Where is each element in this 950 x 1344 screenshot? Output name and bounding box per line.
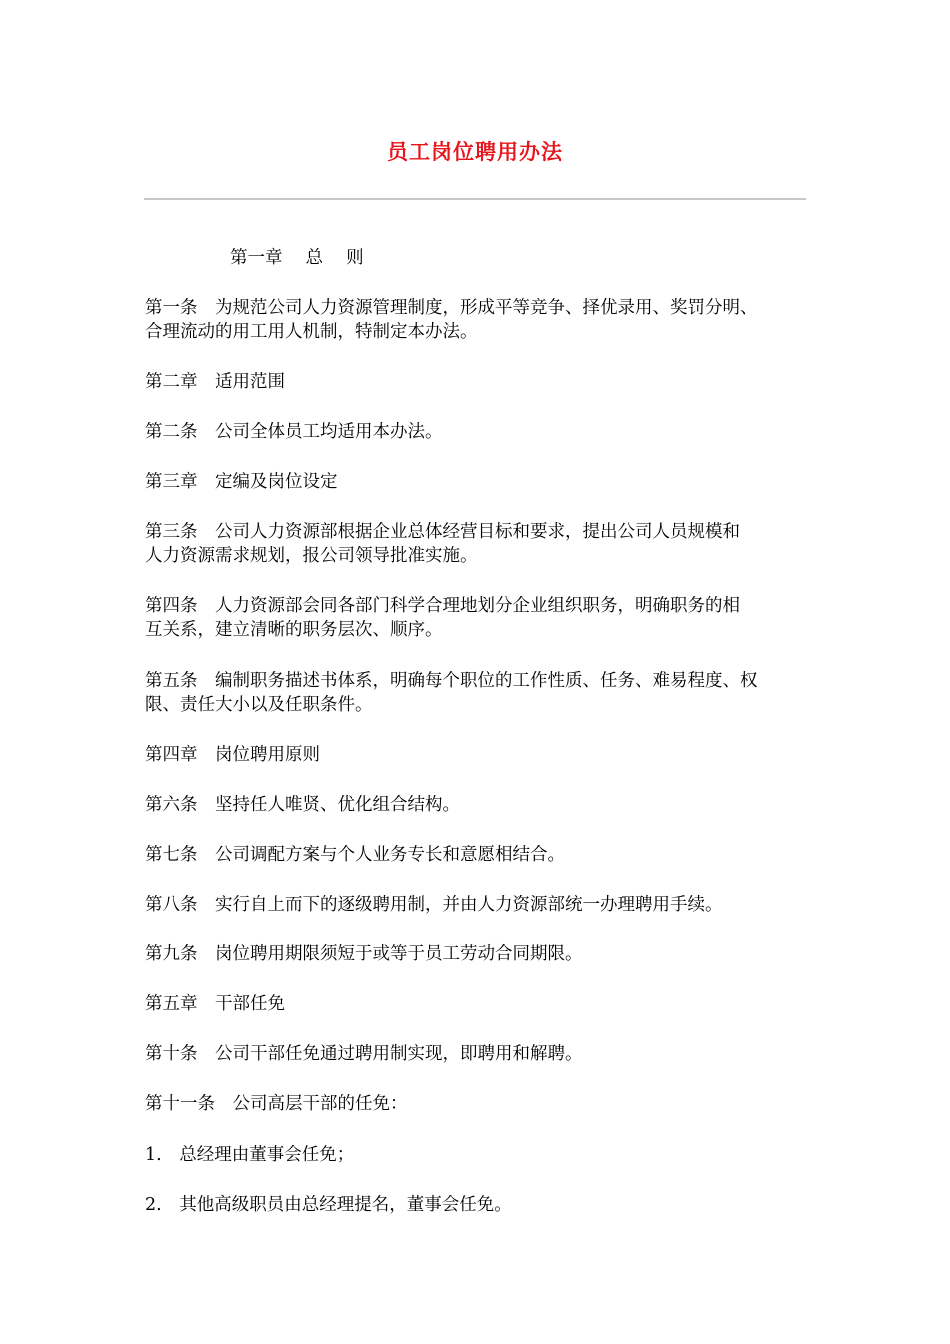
article-6: 第六条 坚持任人唯贤、优化组合结构。 bbox=[145, 795, 460, 815]
chapter-3-heading: 第三章 定编及岗位设定 bbox=[145, 472, 338, 492]
article-4-line-2: 互关系，建立清晰的职务层次、顺序。 bbox=[145, 620, 443, 640]
document-title: 员工岗位聘用办法 bbox=[387, 140, 563, 164]
article-3-line-2: 人力资源需求规划，报公司领导批准实施。 bbox=[145, 546, 478, 566]
article-5-line-2: 限、责任大小以及任职条件。 bbox=[145, 695, 373, 715]
article-1-line-1: 第一条 为规范公司人力资源管理制度，形成平等竞争、择优录用、奖罚分明、 bbox=[145, 298, 758, 318]
chapter-4-heading: 第四章 岗位聘用原则 bbox=[145, 745, 320, 765]
article-3-line-1: 第三条 公司人力资源部根据企业总体经营目标和要求，提出公司人员规模和 bbox=[145, 522, 740, 542]
article-2: 第二条 公司全体员工均适用本办法。 bbox=[145, 422, 443, 442]
article-7: 第七条 公司调配方案与个人业务专长和意愿相结合。 bbox=[145, 845, 565, 865]
list-item-1: 1. 总经理由董事会任免； bbox=[145, 1145, 355, 1165]
article-4-line-1: 第四条 人力资源部会同各部门科学合理地划分企业组织职务，明确职务的相 bbox=[145, 596, 740, 616]
article-1-line-2: 合理流动的用工用人机制，特制定本办法。 bbox=[145, 322, 478, 342]
article-11: 第十一条 公司高层干部的任免： bbox=[145, 1094, 408, 1114]
title-divider bbox=[144, 198, 806, 200]
article-5-line-1: 第五条 编制职务描述书体系，明确每个职位的工作性质、任务、难易程度、权 bbox=[145, 671, 758, 691]
article-10: 第十条 公司干部任免通过聘用制实现，即聘用和解聘。 bbox=[145, 1044, 583, 1064]
chapter-5-heading: 第五章 干部任免 bbox=[145, 994, 285, 1014]
chapter-2-heading: 第二章 适用范围 bbox=[145, 372, 285, 392]
list-item-2: 2. 其他高级职员由总经理提名，董事会任免。 bbox=[145, 1195, 512, 1215]
article-8: 第八条 实行自上而下的逐级聘用制，并由人力资源部统一办理聘用手续。 bbox=[145, 895, 723, 915]
chapter-1-heading: 第一章 总 则 bbox=[230, 248, 364, 268]
article-9: 第九条 岗位聘用期限须短于或等于员工劳动合同期限。 bbox=[145, 944, 583, 964]
